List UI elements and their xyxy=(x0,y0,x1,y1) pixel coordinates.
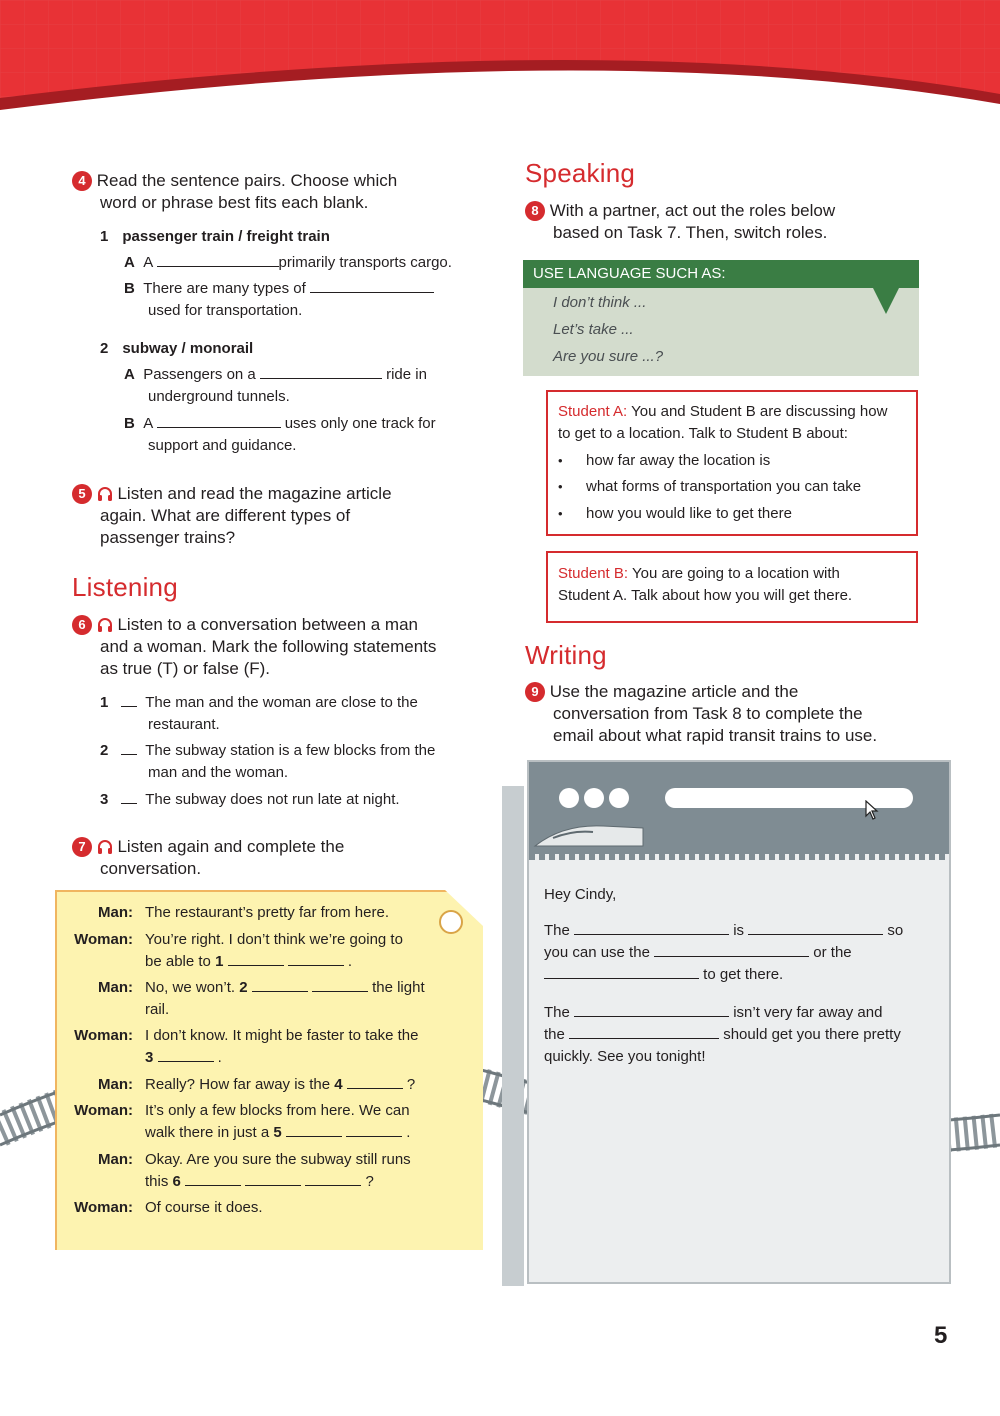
answer-blank[interactable] xyxy=(157,413,281,428)
pair-item-a: A A primarily transports cargo. xyxy=(124,254,452,271)
phrase: Are you sure ...? xyxy=(553,348,664,365)
cursor-icon xyxy=(865,800,879,820)
email-titlebar xyxy=(529,762,949,854)
answer-blank[interactable] xyxy=(310,278,434,293)
dialogue-line: Of course it does. xyxy=(145,1199,263,1216)
task8-instruction: 8 With a partner, act out the roles below based on Task 7. Then, switch roles. xyxy=(525,200,945,244)
dialogue-line: No, we won’t. 2 the light rail. xyxy=(145,979,425,1018)
speaker-label: Man: xyxy=(98,1151,133,1168)
pair-item-b: B There are many types of used for transportation. xyxy=(124,278,484,322)
answer-blank[interactable] xyxy=(157,252,279,267)
speaker-label: Woman: xyxy=(74,1102,133,1119)
email-paragraph: The is so you can use the or the to get there. xyxy=(544,922,904,983)
task-number: 5 xyxy=(72,484,92,504)
language-box xyxy=(523,260,919,376)
dialogue-line: It’s only a few blocks from here. We can walk there in just a 5 . xyxy=(145,1102,411,1141)
speaker-label: Woman: xyxy=(74,1199,133,1216)
answer-blank[interactable] xyxy=(185,1171,241,1186)
task7-instruction: 7 Listen again and complete the conversation. xyxy=(72,836,492,880)
tf-item: 1 The man and the woman are close to the restaurant. xyxy=(100,694,418,733)
task-number: 7 xyxy=(72,837,92,857)
instruction-line: word or phrase best fits each blank. xyxy=(100,193,369,212)
answer-blank[interactable] xyxy=(347,1074,403,1089)
task9-instruction: 9 Use the magazine article and the conversation from Task 8 to complete the email about what rapid transit trains to use. xyxy=(525,681,955,747)
tf-blank[interactable] xyxy=(121,791,137,804)
bullet-item: • how far away the location is xyxy=(558,452,771,469)
task-number: 9 xyxy=(525,682,545,702)
headphones-icon xyxy=(97,486,113,502)
speaking-heading: Speaking xyxy=(525,158,636,188)
answer-blank[interactable] xyxy=(305,1171,361,1186)
answer-blank[interactable] xyxy=(286,1122,342,1137)
tf-item: 2 The subway station is a few blocks from the man and the woman. xyxy=(100,742,436,781)
window-dot-icon[interactable] xyxy=(609,788,629,808)
headphones-icon xyxy=(97,839,113,855)
dialogue-line: I don’t know. It might be faster to take the 3 . xyxy=(145,1027,419,1066)
headphones-icon xyxy=(97,617,113,633)
task-number: 8 xyxy=(525,201,545,221)
answer-blank[interactable] xyxy=(346,1122,402,1137)
pair-item-a: A Passengers on a ride in underground tunnels. xyxy=(124,366,427,405)
speaker-label: Man: xyxy=(98,1076,133,1093)
window-dot-icon[interactable] xyxy=(584,788,604,808)
student-b-text: Student B: You are going to a location with Student A. Talk about how you will get there. xyxy=(558,565,853,604)
tf-blank[interactable] xyxy=(121,694,137,707)
answer-blank[interactable] xyxy=(544,964,699,979)
student-a-text: Student A: You and Student B are discussing how to get to a location. Talk to Student B about: xyxy=(558,403,888,442)
pair-title: 1 passenger train / freight train xyxy=(100,228,330,245)
answer-blank[interactable] xyxy=(574,920,729,935)
perforation xyxy=(529,854,949,860)
dialogue-line: Okay. Are you sure the subway still runs this 6 ? xyxy=(145,1151,411,1190)
answer-blank[interactable] xyxy=(252,977,308,992)
pair-title: 2 subway / monorail xyxy=(100,340,254,357)
dialogue-line: You’re right. I don’t think we’re going to be able to 1 . xyxy=(145,931,403,970)
student-a-card xyxy=(546,390,918,536)
answer-blank[interactable] xyxy=(288,951,344,966)
speaker-label: Man: xyxy=(98,979,133,996)
header-banner xyxy=(0,0,1000,110)
pair-item-b: B A uses only one track for support and guidance. xyxy=(124,415,436,454)
tf-item: 3 The subway does not run late at night. xyxy=(100,791,400,808)
task-number: 6 xyxy=(72,615,92,635)
answer-blank[interactable] xyxy=(158,1047,214,1062)
language-box-title: USE LANGUAGE SUCH AS: xyxy=(523,260,919,288)
answer-blank[interactable] xyxy=(312,977,368,992)
task5-instruction: 5 Listen and read the magazine article again. What are different types of passenger trains? xyxy=(72,483,492,549)
phrase: I don’t think ... xyxy=(553,294,647,311)
speech-pointer-icon xyxy=(873,288,899,314)
dialogue-line: Really? How far away is the 4 ? xyxy=(145,1076,416,1093)
instruction-line: Read the sentence pairs. Choose which xyxy=(96,171,398,190)
window-dot-icon[interactable] xyxy=(559,788,579,808)
listening-heading: Listening xyxy=(72,572,178,602)
task6-instruction: 6 Listen to a conversation between a man and a woman. Mark the following statements as true (T) or false (F). xyxy=(72,614,492,680)
answer-blank[interactable] xyxy=(245,1171,301,1186)
bullet-item: • how you would like to get there xyxy=(558,505,792,522)
tf-blank[interactable] xyxy=(121,742,137,755)
writing-heading: Writing xyxy=(525,640,607,670)
answer-blank[interactable] xyxy=(569,1024,719,1039)
speaker-label: Man: xyxy=(98,904,133,921)
speaker-label: Woman: xyxy=(74,1027,133,1044)
task4-instruction xyxy=(72,170,492,214)
email-window xyxy=(527,760,951,1284)
phrase: Let’s take ... xyxy=(553,321,634,338)
student-b-card xyxy=(546,551,918,623)
answer-blank[interactable] xyxy=(748,920,883,935)
answer-blank[interactable] xyxy=(574,1002,729,1017)
answer-blank[interactable] xyxy=(654,942,809,957)
email-greeting: Hey Cindy, xyxy=(544,886,617,903)
bullet-item: • what forms of transportation you can take xyxy=(558,478,862,495)
email-paragraph: The isn’t very far away and the should get you there pretty quickly. See you tonight! xyxy=(544,1004,901,1065)
speaker-label: Woman: xyxy=(74,931,133,948)
email-back-shadow xyxy=(502,786,524,1286)
conversation-lines xyxy=(55,890,483,1250)
dialogue-line: The restaurant’s pretty far from here. xyxy=(145,904,389,921)
page-number: 5 xyxy=(934,1322,948,1349)
answer-blank[interactable] xyxy=(260,364,382,379)
answer-blank[interactable] xyxy=(228,951,284,966)
train-icon xyxy=(533,816,653,854)
task-number: 4 xyxy=(72,171,92,191)
